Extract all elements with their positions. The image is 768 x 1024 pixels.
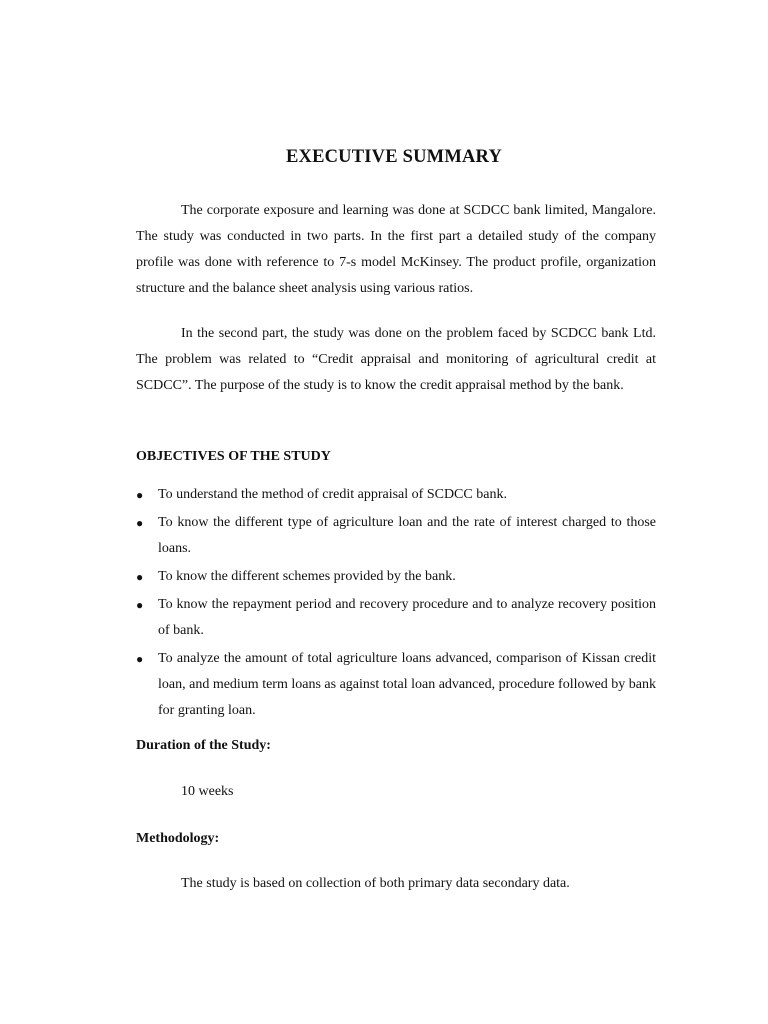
objective-item-4 bbox=[136, 592, 656, 644]
objective-text: To analyze the amount of total agriculture loans advanced, comparison of Kissan credit loan, and medium term loans as against total loan advanced, procedure followed by bank for granting loan. bbox=[158, 651, 657, 718]
objective-item-2 bbox=[136, 510, 656, 562]
intro-paragraph-2: In the second part, the study was done on the problem faced by SCDCC bank Ltd. The problem was related to “Credit appraisal and monitoring of agricultural credit at SCDCC”. The purpose of the study is to know the credit appraisal method by the bank. bbox=[136, 326, 656, 393]
objectives-heading: OBJECTIVES OF THE STUDY bbox=[136, 449, 331, 464]
bullet-icon: ● bbox=[136, 488, 144, 502]
bullet-icon: ● bbox=[136, 652, 144, 666]
objective-text: To know the different type of agriculture loan and the rate of interest charged to those loans. bbox=[158, 515, 656, 556]
bullet-icon: ● bbox=[136, 598, 144, 612]
objectives-list bbox=[136, 482, 656, 726]
objective-item-5 bbox=[136, 646, 656, 724]
page-title: EXECUTIVE SUMMARY bbox=[285, 147, 503, 167]
objective-text: To know the different schemes provided by the bank. bbox=[158, 569, 456, 584]
objective-item-1 bbox=[136, 482, 656, 508]
objective-text: To understand the method of credit appraisal of SCDCC bank. bbox=[158, 487, 507, 502]
objective-text: To know the repayment period and recovery procedure and to analyze recovery position of bank. bbox=[158, 597, 656, 638]
duration-heading: Duration of the Study: bbox=[136, 738, 271, 753]
methodology-value: The study is based on collection of both primary data secondary data. bbox=[181, 876, 570, 891]
bullet-icon: ● bbox=[136, 516, 144, 530]
objective-item-3 bbox=[136, 564, 656, 590]
methodology-heading: Methodology: bbox=[136, 831, 220, 846]
duration-value: 10 weeks bbox=[181, 784, 234, 799]
bullet-icon: ● bbox=[136, 570, 144, 584]
intro-paragraph-1: The corporate exposure and learning was done at SCDCC bank limited, Mangalore. The study was conducted in two parts. In the first part a detailed study of the company profile was done with reference to 7-s model McKinsey. The product profile, organization structure and the balance sheet analysis using various ratios. bbox=[136, 203, 656, 296]
